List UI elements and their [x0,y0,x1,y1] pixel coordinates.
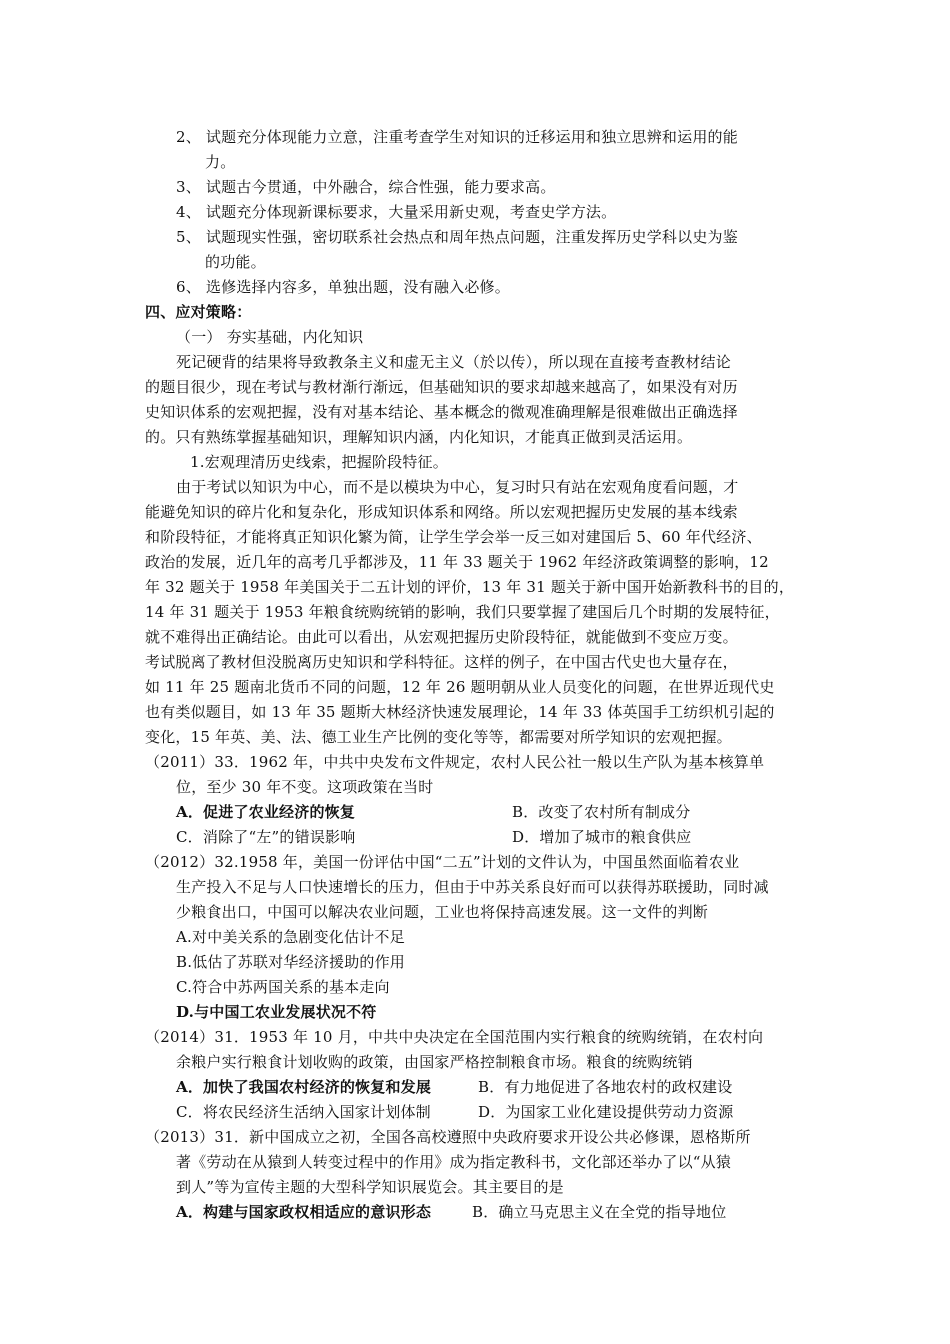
para1-line: 死记硬背的结果将导致教条主义和虚无主义（於以传），所以现在直接考查教材结论 [176,353,731,371]
para2-line: 政治的发展，近几年的高考几乎都涉及，11 年 33 题关于 1962 年经济政策调整的影响，12 [145,553,769,571]
question-stem: 生产投入不足与人口快速增长的压力，但由于中苏关系良好而可以获得苏联援助，同时减 [176,878,769,896]
question-stem: 著《劳动在从猿到人转变过程中的作用》成为指定教科书，文化部还举办了以“从猿 [176,1153,732,1171]
para2-line: 能避免知识的碎片化和复杂化，形成知识体系和网络。所以宏观把握历史发展的基本线索 [145,503,738,521]
option-c: C．将农民经济生活纳入国家计划体制 [176,1103,431,1121]
option-a: A．促进了农业经济的恢复 [176,803,356,821]
question-stem: （2011）33．1962 年，中共中央发布文件规定，农村人民公社一般以生产队为基本核算单 [145,753,765,771]
option-a: A．构建与国家政权相适应的意识形态 [176,1203,432,1221]
para2-line: 如 11 年 25 题南北货币不同的问题，12 年 26 题明朝从业人员变化的问题，在世界近现代史 [145,678,775,696]
question-stem: （2013）31．新中国成立之初，全国各高校遵照中央政府要求开设公共必修课，恩格斯所 [145,1128,751,1146]
option-a: A．加快了我国农村经济的恢复和发展 [176,1078,432,1096]
feature-item-2-cont: 力。 [205,153,236,171]
question-stem: 到人”等为宣传主题的大型科学知识展览会。其主要目的是 [176,1178,564,1196]
feature-item-3 [176,176,556,198]
point-heading: 1.宏观理清历史线索，把握阶段特征。 [190,453,448,471]
para1-line: 的。只有熟练掌握基础知识，理解知识内涵，内化知识，才能真正做到灵活运用。 [145,428,693,446]
question-stem: 位，至少 30 年不变。这项政策在当时 [176,778,434,796]
section-heading: 四、应对策略： [145,303,252,321]
feature-item-5-cont: 的功能。 [205,253,266,271]
feature-item-5 [176,226,738,248]
para1-line: 的题目很少，现在考试与教材渐行渐远，但基础知识的要求却越来越高了，如果没有对历 [145,378,738,396]
feature-text: 试题充分体现新课标要求，大量采用新史观，考查史学方法。 [205,203,617,221]
para2-line: 和阶段特征，才能将真正知识化繁为简，让学生学会举一反三如对建国后 5、60 年代经济、 [145,528,762,546]
option-b: B．改变了农村所有制成分 [512,803,691,821]
option-b: B．确立马克思主义在全党的指导地位 [472,1203,727,1221]
feature-text: 选修选择内容多，单独出题，没有融入必修。 [205,278,510,296]
sub-heading: （一） 夯实基础，内化知识 [176,328,364,346]
question-stem: 余粮户实行粮食计划收购的政策，由国家严格控制粮食市场。粮食的统购统销 [176,1053,693,1071]
para2-line: 也有类似题目，如 13 年 35 题斯大林经济快速发展理论，14 年 33 体英国手工纺织机引起的 [145,703,775,721]
option-a: A.对中美关系的急剧变化估计不足 [176,928,405,946]
option-b: B．有力地促进了各地农村的政权建设 [478,1078,733,1096]
feature-item-4 [176,201,616,223]
question-stem: 少粮食出口，中国可以解决农业问题，工业也将保持高速发展。这一文件的判断 [176,903,709,921]
para2-line: 就不难得出正确结论。由此可以看出，从宏观把握历史阶段特征，就能做到不变应万变。 [145,628,738,646]
option-b: B.低估了苏联对华经济援助的作用 [176,953,405,971]
option-c: C.符合中苏两国关系的基本走向 [176,978,390,996]
para1-line: 史知识体系的宏观把握，没有对基本结论、基本概念的微观准确理解是很难做出正确选择 [145,403,738,421]
para2-line: 考试脱离了教材但没脱离历史知识和学科特征。这样的例子，在中国古代史也大量存在， [145,653,738,671]
para2-line: 年 32 题关于 1958 年美国关于二五计划的评价，13 年 31 题关于新中国开始新教科书的目的， [145,578,795,596]
feature-text: 试题充分体现能力立意，注重考查学生对知识的迁移运用和独立思辨和运用的能 [205,128,738,146]
option-d: D.与中国工农业发展状况不符 [176,1003,377,1021]
feature-number: 2、 [176,128,201,146]
option-d: D．增加了城市的粮食供应 [512,828,692,846]
feature-number: 4、 [176,203,201,221]
para2-line: 14 年 31 题关于 1953 年粮食统购统销的影响，我们只要掌握了建国后几个时期的发展特征， [145,603,780,621]
para2-line: 由于考试以知识为中心，而不是以模块为中心，复习时只有站在宏观角度看问题，才 [176,478,739,496]
feature-number: 3、 [176,178,201,196]
question-stem: （2012）32.1958 年，美国一份评估中国“二五”计划的文件认为，中国虽然面临着农业 [145,853,740,871]
para2-line: 变化，15 年英、美、法、德工业生产比例的变化等等，都需要对所学知识的宏观把握。 [145,728,732,746]
feature-number: 5、 [176,228,201,246]
feature-item-2 [176,126,738,148]
question-stem: （2014）31．1953 年 10 月，中共中央决定在全国范围内实行粮食的统购统销，在农村向 [145,1028,764,1046]
feature-text: 试题古今贯通，中外融合，综合性强，能力要求高。 [205,178,556,196]
feature-item-6 [176,276,510,298]
option-d: D．为国家工业化建设提供劳动力资源 [478,1103,734,1121]
feature-text: 试题现实性强，密切联系社会热点和周年热点问题，注重发挥历史学科以史为鉴 [205,228,738,246]
feature-number: 6、 [176,278,201,296]
option-c: C．消除了“左”的错误影响 [176,828,356,846]
